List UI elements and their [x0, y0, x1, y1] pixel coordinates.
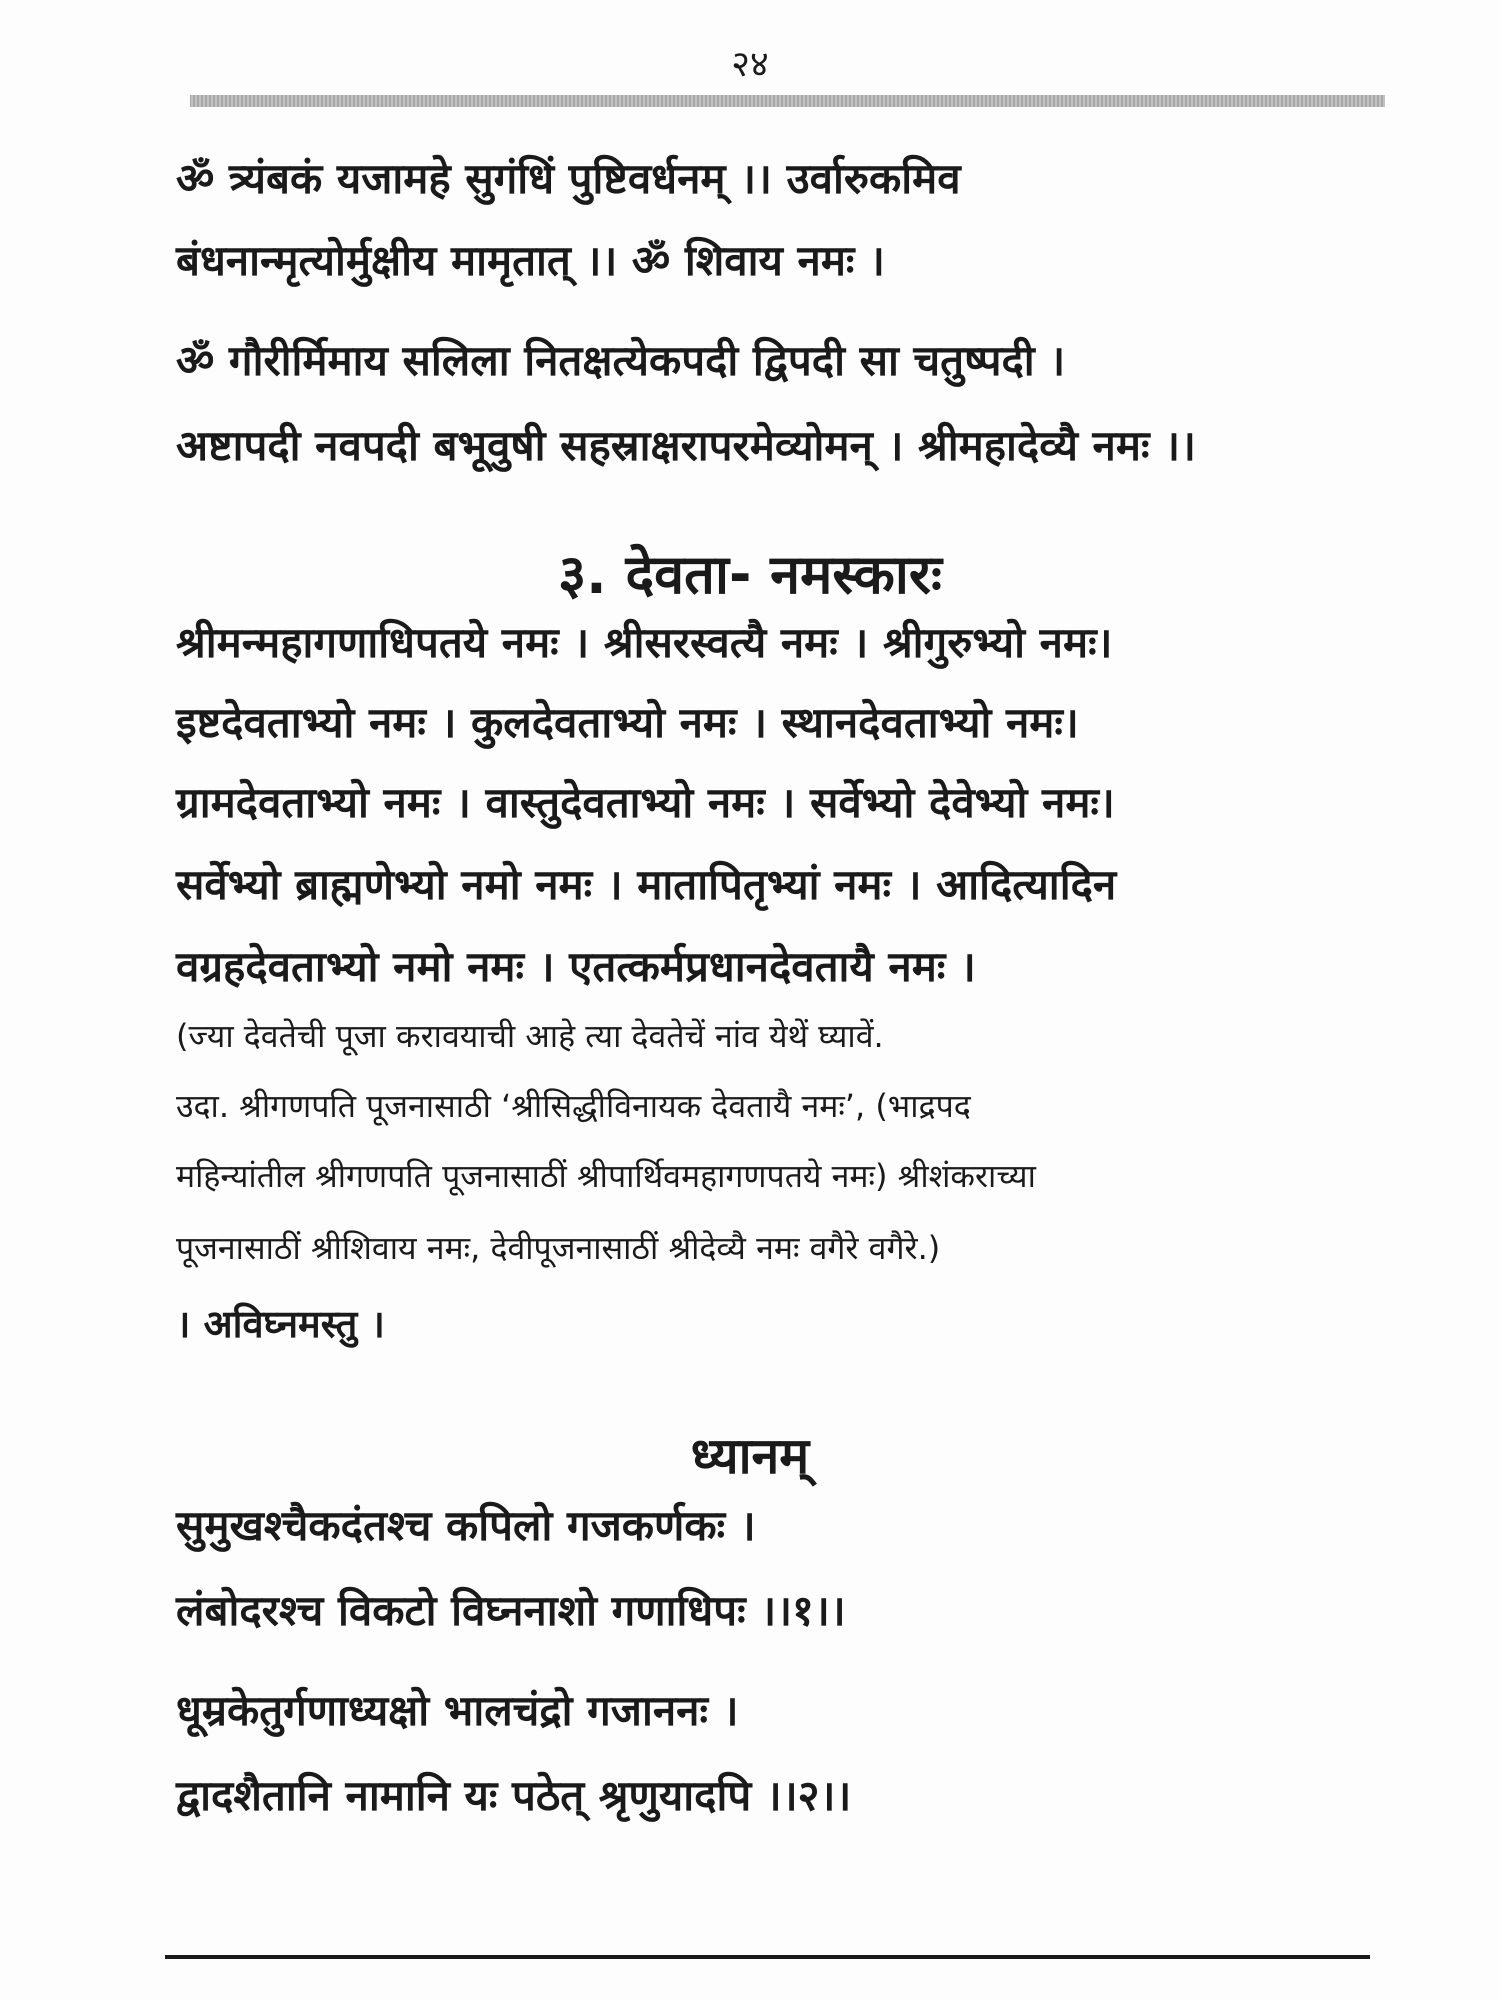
mantra-line: ॐ त्र्यंबकं यजामहे सुगंधिं पुष्टिवर्धनम् ।। उर्वारुकमिव [176, 154, 961, 203]
dhyanam-heading: ध्यानम् [690, 1427, 810, 1485]
namaskar-line: इष्टदेवताभ्यो नमः । कुलदेवताभ्यो नमः । स्थानदेवताभ्यो नमः। [176, 698, 1079, 747]
namaskar-line: श्रीमन्महागणाधिपतये नमः । श्रीसरस्वत्यै नमः । श्रीगुरुभ्यो नमः। [176, 618, 1113, 667]
top-divider [190, 95, 1385, 107]
section-heading: ३. देवता- नमस्कारः [558, 543, 942, 606]
note-line: (ज्या देवतेची पूजा करावयाची आहे त्या देवतेचें नांव येथें घ्यावें. [176, 1017, 884, 1055]
mantra-line: अष्टापदी नवपदी बभूवुषी सहस्राक्षरापरमेव्योमन् । श्रीमहादेव्यै नमः ।। [176, 421, 1196, 470]
mantra-line: ॐ गौरीर्मिमाय सलिला नितक्षत्येकपदी द्विपदी सा चतुष्पदी । [176, 336, 1066, 385]
dhyanam-line: सुमुखश्चैकदंतश्च कपिलो गजकर्णकः । [176, 1501, 756, 1550]
dhyanam-line: द्वादशैतानि नामानि यः पठेत् श्रृणुयादपि ।।२।। [176, 1771, 852, 1820]
namaskar-line: ग्रामदेवताभ्यो नमः । वास्तुदेवताभ्यो नमः । सर्वेभ्यो देवेभ्यो नमः। [176, 778, 1115, 827]
avighnam-line: । अविघ्नमस्तु । [176, 1302, 385, 1346]
namaskar-line: वग्रहदेवताभ्यो नमो नमः । एतत्कर्मप्रधानदेवतायै नमः । [176, 942, 976, 991]
mantra-line: बंधनान्मृत्योर्मुक्षीय मामृतात् ।। ॐ शिवाय नमः । [176, 236, 885, 285]
note-line: महिन्यांतील श्रीगणपति पूजनासाठीं श्रीपार्थिवमहागणपतये नमः) श्रीशंकराच्या [176, 1157, 1036, 1195]
bottom-divider [165, 1955, 1370, 1959]
page-number: २४ [731, 44, 769, 85]
note-line: पूजनासाठीं श्रीशिवाय नमः, देवीपूजनासाठीं श्रीदेव्यै नमः वगैरे वगैरे.) [176, 1229, 941, 1267]
dhyanam-line: धूम्रकेतुर्गणाध्यक्षो भालचंद्रो गजाननः । [176, 1686, 739, 1735]
dhyanam-line: लंबोदरश्च विकटो विघ्ननाशो गणाधिपः ।।१।। [176, 1586, 846, 1635]
namaskar-line: सर्वेभ्यो ब्राह्मणेभ्यो नमो नमः । मातापितृभ्यां नमः । आदित्यादिन [176, 860, 1117, 909]
note-line: उदा. श्रीगणपति पूजनासाठी ‘श्रीसिद्धीविनायक देवतायै नमः’, (भाद्रपद [176, 1087, 971, 1125]
